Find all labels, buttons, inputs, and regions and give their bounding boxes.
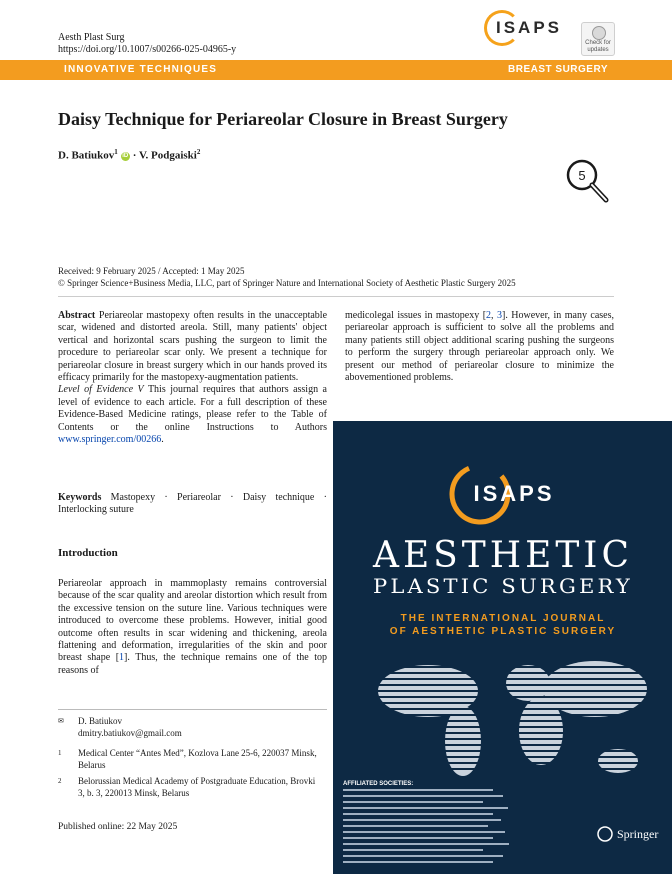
isaps-logo: ISAPS — [484, 8, 570, 52]
correspondence — [58, 715, 318, 739]
journal-cover[interactable] — [333, 421, 672, 874]
introduction-text: Periareolar approach in mammoplasty remains controversial because of the scar quality and areolar distortion which result from the excessive tension on the suture line. Various techniques were introduced to overcome these problems. However, initial good outcome often results in scar widening and thickening, areola flattening and deformation, irregularities of the skin and poor breast shape [1]. Thus, the technique remains one of the top reasons of — [58, 578, 327, 676]
evidence-text: This journal requires that authors assign a level of evidence to each article. For a full description of these Evidence-Based Medicine ratings, please refer to the Table of Contents or the online Instructions to Authors — [58, 384, 327, 433]
author-name[interactable]: V. Podgaiski — [138, 149, 197, 162]
orcid-icon[interactable]: iD — [122, 152, 129, 159]
section-banner — [0, 60, 672, 80]
introduction-continued: medicolegal issues in mastopexy [2, 3]. However, in many cases, periareolar approach is sufficient to solve all the problems and many patients still object additional scaring pushing the surgeons to perform the surgery through periareolar approach only. We present our method of periareolar closure to minimize the abovementioned problems. — [345, 310, 615, 384]
instructions-link[interactable]: www.springer.com/00266 — [58, 434, 162, 446]
cover-title-1: AESTHETIC — [372, 535, 633, 576]
introduction-heading: Introduction — [58, 547, 118, 559]
crossmark-icon — [592, 26, 606, 40]
reference-link[interactable]: 2 — [486, 310, 492, 321]
affiliation-1: 1 Medical Center “Antes Med”, Kozlova Lane 25-6, 220037 Minsk, Belarus — [58, 748, 317, 770]
cover-affiliated-heading: AFFILIATED SOCIETIES: — [343, 781, 414, 787]
cover-title-2: PLASTIC SURGERY — [373, 574, 633, 598]
article-title: Daisy Technique for Periareolar Closure in Breast Surgery — [58, 109, 508, 129]
footnote-divider — [58, 709, 327, 710]
reference-link[interactable]: 3 — [497, 310, 502, 321]
banner-category: INNOVATIVE TECHNIQUES — [64, 64, 218, 75]
banner-topic: BREAST SURGERY — [508, 64, 608, 75]
abstract: Abstract Periareolar mastopexy often results in the unacceptable scar, widened and distorted areola. Still, many patients' object vertical and horizontal scars pushing the surgeon to limit the procedure to periareolar scar only. We present a technique for periareolar closure in breast surgery which in our hands proved its efficacy primarily for the mastopexy-augmentation patients. Level of Evidence V This journal requires that authors assign a level of evidence to each article. For a full description of these Evidence-Based Medicine ratings, please refer to the Table of Contents or the online Instructions to Authors www.springer.com/00266. — [58, 310, 328, 446]
divider — [58, 296, 614, 297]
received-date: Received: 9 February 2025 / Accepted: 1 May 2025 — [58, 266, 245, 276]
cover-art — [333, 421, 672, 874]
doi-link[interactable]: https://doi.org/10.1007/s00266-025-04965-y — [58, 44, 237, 55]
abstract-label: Abstract — [58, 310, 96, 321]
published-date: Published online: 22 May 2025 — [58, 822, 178, 832]
keywords — [58, 492, 327, 517]
evidence-label: Level of Evidence V — [58, 384, 144, 396]
check-for-updates-button[interactable]: Check for updates — [581, 22, 615, 56]
reference-link[interactable]: 1 — [119, 652, 125, 664]
cover-subtitle-2: OF AESTHETIC PLASTIC SURGERY — [389, 626, 617, 637]
keywords-text: Mastopexy · Periareolar · Daisy technique · Interlocking suture — [58, 492, 327, 516]
affiliation-2: 2 Belorussian Medical Academy of Postgraduate Education, Brovki 3, b. 3, 220013 Minsk, Belarus — [58, 776, 316, 798]
envelope-icon: ✉ — [58, 717, 64, 725]
journal-name: Aesth Plast Surg — [58, 32, 125, 43]
cover-publisher: Springer — [617, 827, 659, 841]
keywords-label: Keywords — [58, 492, 102, 503]
copyright-notice: © Springer Science+Business Media, LLC, part of Springer Nature and International Society of Aesthetic Plastic Surgery 2025 — [58, 278, 516, 288]
author-list: D. Batiukov$^1$ iD · V. Podgaiski$^2$ — [58, 148, 201, 162]
springer-horse-icon — [598, 827, 612, 841]
badge-number: 5 — [578, 168, 586, 183]
affiliated-list — [343, 789, 509, 863]
author-name[interactable]: D. Batiukov — [58, 149, 115, 162]
contact-name: D. Batiukov — [78, 716, 122, 726]
contact-email[interactable]: dmitry.batiukov@gmail.com — [78, 728, 182, 738]
cover-subtitle-1: THE INTERNATIONAL JOURNAL — [400, 613, 606, 624]
abstract-text: Periareolar mastopexy often results in the unacceptable scar, widened and distorted areola. Still, many patients' object vertical and horizontal scars pushing the surgeon to limit the procedure to periareolar scar only. We present a technique for periareolar closure in breast surgery which in our hands proved its efficacy primarily for the mastopexy-augmentation patients. — [58, 310, 328, 384]
cover-logo: ISAPS — [473, 481, 555, 506]
magnifier-badge-icon — [560, 158, 620, 214]
